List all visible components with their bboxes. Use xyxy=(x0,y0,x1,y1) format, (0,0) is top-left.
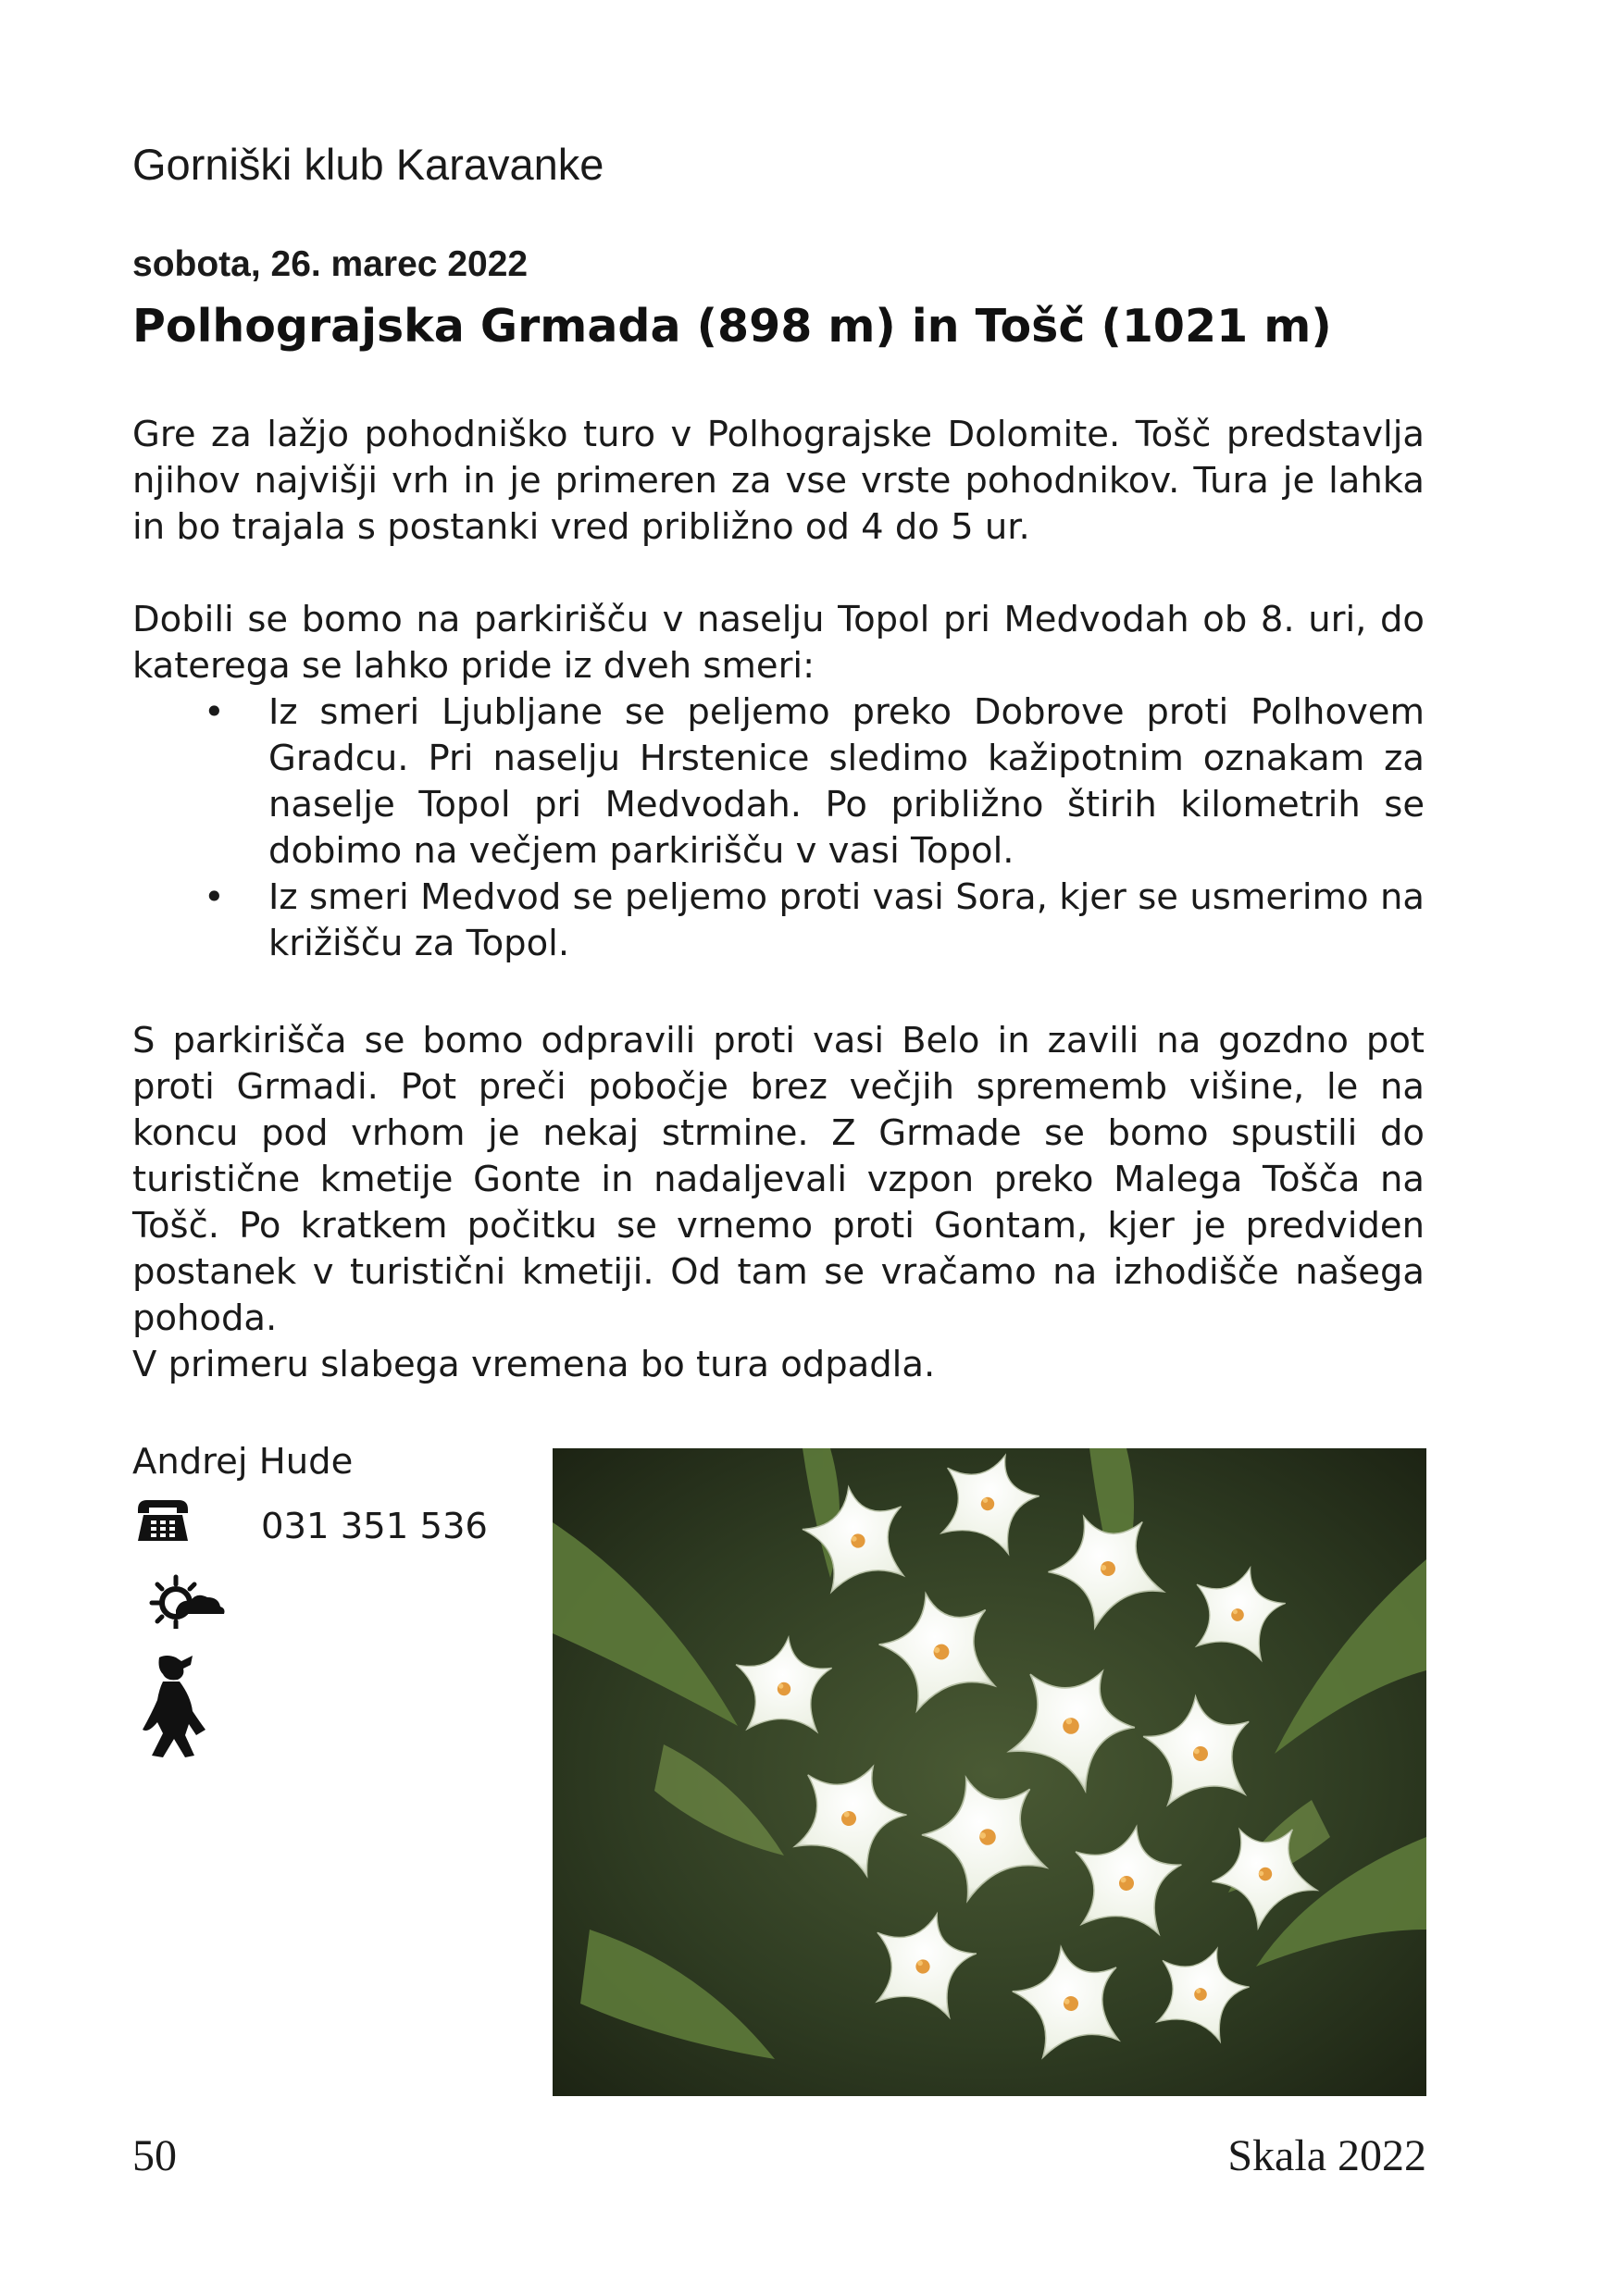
event-date: sobota, 26. marec 2022 xyxy=(132,244,529,284)
list-item xyxy=(132,689,1425,875)
intro-paragraph: Gre za lažjo pohodniško turo v Polhograjske Dolomite. Tošč predstavlja njihov najvišji vrh in je primeren za vse vrste pohodnikov. Tura je lahka in bo trajala s postanki vred približno od 4 do 5 ur. xyxy=(132,414,1425,548)
page-number: 50 xyxy=(132,2131,177,2180)
list-item xyxy=(132,875,1425,967)
weather-note: V primeru slabega vremena bo tura odpadla. xyxy=(132,1344,936,1385)
publication-name: Skala 2022 xyxy=(1227,2131,1426,2180)
weather-icon xyxy=(148,1573,227,1629)
event-title: Polhograjska Grmada (898 m) in Tošč (1021 m) xyxy=(132,300,1332,353)
meeting-paragraph: Dobili se bomo na parkirišču v naselju Topol pri Medvodah ob 8. uri, do katerega se lahko pride iz dveh smeri: xyxy=(132,599,1425,687)
route-paragraph: S parkirišča se bomo odpravili proti vasi Belo in zavili na gozdno pot proti Grmadi. Pot preči pobočje brez večjih sprememb višine, le na koncu pod vrhom je nekaj strmine. Z Grmade se bomo spustili do turistične kmetije Gonte in nadaljevali vzpon preko Malega Tošča na Tošč. Po kratkem počitku se vrnemo proti Gontam, kjer je predviden postanek v turistični kmetiji. Od tam se vračamo na izhodišče našega pohoda. xyxy=(132,1020,1425,1339)
list-item-text: Iz smeri Medvod se peljemo proti vasi Sora, kjer se usmerimo na križišču za Topol. xyxy=(268,876,1425,964)
telephone-icon xyxy=(134,1496,192,1545)
bullet-icon: • xyxy=(204,691,225,733)
flower-photo xyxy=(553,1448,1426,2096)
list-item-text: Iz smeri Ljubljane se peljemo preko Dobrove proti Polhovem Gradcu. Pri naselju Hrstenice sledimo kažipotnim oznakam za naselje Topol pri Medvodah. Po približno štirih kilometrih se dobimo na večjem parkirišču v vasi Topol. xyxy=(268,691,1425,872)
author-name: Andrej Hude xyxy=(132,1441,354,1483)
club-name: Gorniški klub Karavanke xyxy=(132,140,604,189)
phone-number: 031 351 536 xyxy=(261,1506,488,1547)
bullet-icon: • xyxy=(204,876,225,918)
directions-list xyxy=(132,689,1425,967)
meeting-section xyxy=(132,597,1425,967)
hiker-icon xyxy=(139,1652,208,1758)
